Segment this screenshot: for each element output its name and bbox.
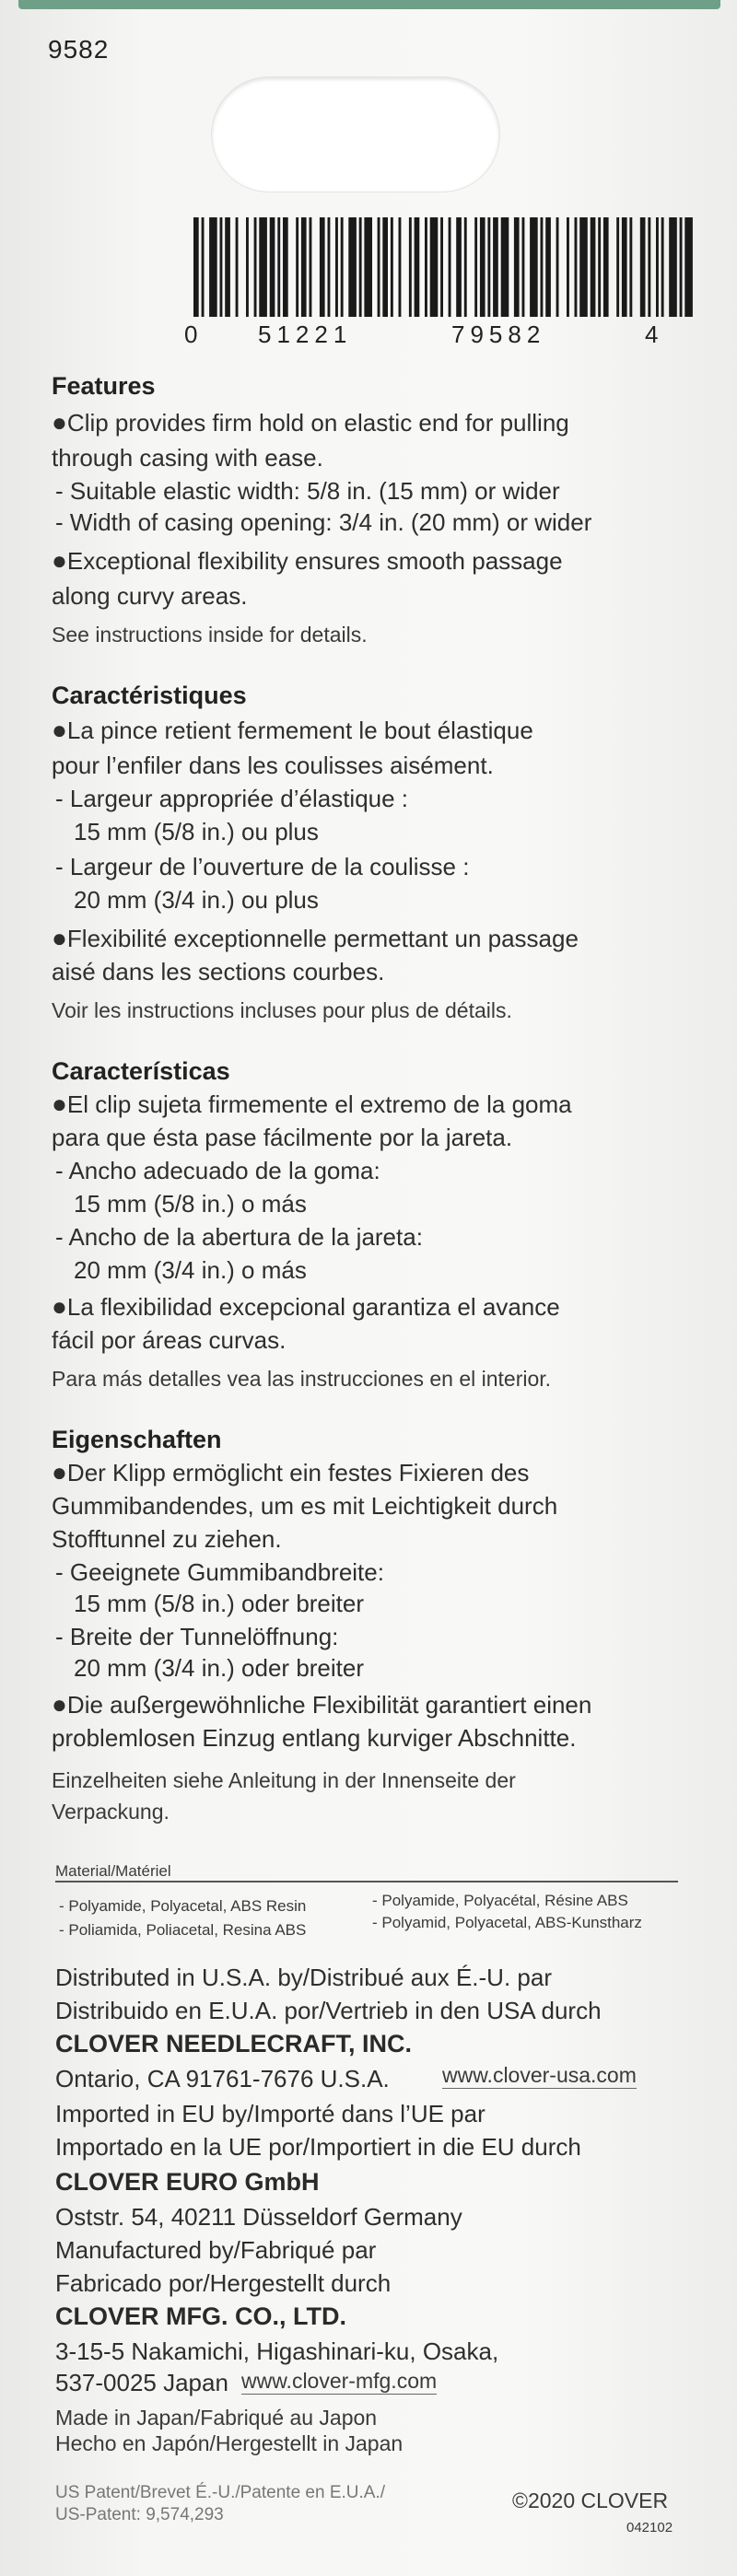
de-spec-1: - Geeignete Gummibandbreite: — [55, 1558, 384, 1586]
material-de: - Polyamid, Polyacetal, ABS-Kunstharz — [372, 1914, 642, 1931]
barcode-bar — [328, 217, 331, 317]
de-bullet-2-line2: problemlosen Einzug entlang kurviger Abschnitte. — [52, 1724, 577, 1752]
section-title-es: Características — [52, 1057, 230, 1085]
barcode-bar — [616, 217, 619, 317]
bullet-dot-icon: ● — [52, 408, 67, 437]
barcode-bar — [310, 217, 312, 317]
de-bullet-1-line2: Gummibandendes, um es mit Leichtigkeit durch — [52, 1492, 558, 1520]
barcode-bar — [501, 217, 509, 317]
de-bullet-2: ●Die außergewöhnliche Flexibilität garantiert einen — [52, 1690, 592, 1719]
barcode-bar — [440, 217, 443, 317]
barcode-bar — [487, 217, 490, 317]
de-spec-2: - Breite der Tunnelöffnung: — [55, 1623, 339, 1650]
imported-line-2: Importado en la UE por/Importiert in die EU durch — [55, 2133, 581, 2161]
barcode-bar — [399, 217, 402, 317]
barcode-bar — [335, 217, 338, 317]
material-es: - Poliamida, Poliacetal, Resina ABS — [59, 1921, 307, 1939]
barcode-bar — [669, 217, 677, 317]
en-bullet-1-line2: through casing with ease. — [52, 444, 323, 472]
barcode-bar — [661, 217, 664, 317]
address-us: Ontario, CA 91761-7676 U.S.A. — [55, 2065, 390, 2092]
barcode-bar — [259, 217, 267, 317]
material-fr: - Polyamide, Polyacétal, Résine ABS — [372, 1892, 628, 1909]
material-heading: Material/Matériel — [55, 1862, 171, 1880]
patent-line-2: US-Patent: 9,574,293 — [55, 2505, 224, 2524]
imported-line-1: Imported in EU by/Importé dans l’UE par — [55, 2100, 485, 2127]
fr-bullet-1: ●La pince retient fermement le bout élastique — [52, 716, 533, 744]
barcode-bar — [209, 217, 217, 317]
barcode-bar — [270, 217, 275, 317]
barcode-bar — [456, 217, 462, 317]
es-spec-2: - Ancho de la abertura de la jareta: — [55, 1223, 423, 1251]
es-spec-1: - Ancho adecuado de la goma: — [55, 1157, 380, 1184]
barcode-bar — [236, 217, 239, 317]
de-bullet-1-line3: Stofftunnel zu ziehen. — [52, 1525, 282, 1553]
es-bullet-1: ●El clip sujeta firmemente el extremo de la goma — [52, 1090, 572, 1118]
bullet-dot-icon: ● — [52, 546, 67, 575]
product-code: 9582 — [48, 35, 110, 64]
bullet-dot-icon: ● — [52, 716, 67, 744]
material-divider — [55, 1881, 678, 1882]
section-title-de: Eigenschaften — [52, 1426, 222, 1453]
print-code: 042102 — [626, 2520, 673, 2535]
barcode-bar — [193, 217, 199, 317]
en-note: See instructions inside for details. — [52, 623, 368, 647]
address-jp-line2: 537-0025 Japan — [55, 2369, 228, 2396]
barcode-bar — [541, 217, 544, 317]
fr-spec-1: - Largeur appropriée d’élastique : — [55, 785, 409, 812]
barcode-bar — [220, 217, 223, 317]
barcode-bar — [530, 217, 538, 317]
fr-bullet-1-line2: pour l’enfiler dans les coulisses aisément. — [52, 752, 494, 779]
company-us: CLOVER NEEDLECRAFT, INC. — [55, 2030, 413, 2057]
copyright: ©2020 CLOVER — [512, 2489, 669, 2512]
hang-hole — [212, 77, 499, 192]
section-title-fr: Caractéristiques — [52, 682, 247, 709]
barcode-digits-group2: 79582 — [451, 321, 546, 348]
distributed-line-2: Distribuido en E.U.A. por/Vertrieb in den USA durch — [55, 1997, 602, 2024]
barcode-bar — [575, 217, 578, 317]
barcode-bar — [603, 217, 609, 317]
barcode-bar — [320, 217, 325, 317]
barcode-bar — [522, 217, 525, 317]
barcode-bars — [184, 217, 700, 319]
barcode-bar — [629, 217, 632, 317]
barcode-bar — [382, 217, 388, 317]
barcode-bar — [684, 217, 693, 317]
en-spec-2: - Width of casing opening: 3/4 in. (20 mm) or wider — [55, 508, 592, 536]
barcode-bar — [425, 217, 427, 317]
bullet-dot-icon: ● — [52, 1292, 67, 1321]
barcode-digits-group1: 51221 — [258, 321, 353, 348]
de-note: Einzelheiten siehe Anleitung in der Innenseite der — [52, 1768, 516, 1792]
barcode-bar — [378, 217, 380, 317]
fr-spec-1-value: 15 mm (5/8 in.) ou plus — [74, 818, 319, 845]
barcode-bar — [622, 217, 627, 317]
barcode-bar — [225, 217, 230, 317]
top-color-band — [18, 0, 720, 9]
barcode-bar — [474, 217, 477, 317]
barcode-bar — [591, 217, 596, 317]
de-bullet-1: ●Der Klipp ermöglicht ein festes Fixieren des — [52, 1458, 530, 1486]
barcode-bar — [254, 217, 257, 317]
barcode-bar — [415, 217, 420, 317]
barcode-bar — [567, 217, 569, 317]
barcode-bar — [640, 217, 646, 317]
barcode-bar — [277, 217, 280, 317]
de-spec-2-value: 20 mm (3/4 in.) oder breiter — [74, 1654, 365, 1682]
manufactured-line-2: Fabricado por/Hergestellt durch — [55, 2269, 392, 2297]
bullet-dot-icon: ● — [52, 1690, 67, 1719]
barcode-bar — [579, 217, 588, 317]
barcode-bar — [283, 217, 288, 317]
barcode — [184, 217, 737, 348]
barcode-bar — [348, 217, 357, 317]
fr-note: Voir les instructions incluses pour plus de détails. — [52, 998, 512, 1022]
barcode-bar — [598, 217, 601, 317]
barcode-bar — [556, 217, 559, 317]
barcode-bar — [409, 217, 412, 317]
address-jp: 3-15-5 Nakamichi, Higashinari-ku, Osaka, — [55, 2337, 499, 2365]
fr-spec-2: - Largeur de l’ouverture de la coulisse : — [55, 853, 470, 880]
address-eu: Oststr. 54, 40211 Düsseldorf Germany — [55, 2203, 462, 2231]
barcode-bar — [449, 217, 451, 317]
barcode-bar — [680, 217, 683, 317]
de-spec-1-value: 15 mm (5/8 in.) oder breiter — [74, 1590, 365, 1617]
barcode-bar — [341, 217, 344, 317]
barcode-bar — [648, 217, 650, 317]
es-note: Para más detalles vea las instrucciones en el interior. — [52, 1367, 552, 1391]
barcode-bar — [301, 217, 307, 317]
barcode-bar — [296, 217, 298, 317]
section-en — [52, 372, 156, 401]
distributed-line-1: Distributed in U.S.A. by/Distribué aux É.-U. par — [55, 1964, 552, 1991]
en-bullet-1: ●Clip provides firm hold on elastic end for pulling — [52, 408, 569, 437]
barcode-bar — [391, 217, 393, 317]
made-in-line-1: Made in Japan/Fabriqué au Japon — [55, 2406, 378, 2430]
bullet-dot-icon: ● — [52, 1458, 67, 1486]
en-bullet-2-line2: along curvy areas. — [52, 582, 248, 610]
barcode-bar — [480, 217, 485, 317]
made-in-line-2: Hecho en Japón/Hergestellt in Japan — [55, 2431, 404, 2455]
manufactured-line-1: Manufactured by/Fabriqué par — [55, 2236, 377, 2264]
url-us[interactable]: www.clover-usa.com — [442, 2063, 637, 2087]
url-jp[interactable]: www.clover-mfg.com — [241, 2369, 438, 2393]
section-title: Features — [52, 372, 156, 400]
es-bullet-1-line2: para que ésta pase fácilmente por la jareta. — [52, 1124, 513, 1151]
es-spec-2-value: 20 mm (3/4 in.) o más — [74, 1256, 307, 1284]
barcode-digit-left: 0 — [184, 321, 204, 348]
bullet-dot-icon: ● — [52, 924, 67, 952]
barcode-bar — [656, 217, 659, 317]
barcode-bar — [246, 217, 249, 317]
barcode-digit-right: 4 — [645, 321, 664, 348]
barcode-bar — [464, 217, 467, 317]
company-eu: CLOVER EURO GmbH — [55, 2168, 320, 2196]
fr-bullet-2: ●Flexibilité exceptionnelle permettant un passage — [52, 924, 579, 952]
barcode-bar — [545, 217, 551, 317]
barcode-bar — [493, 217, 498, 317]
en-bullet-2: ●Exceptional flexibility ensures smooth passage — [52, 546, 563, 575]
barcode-bar — [202, 217, 205, 317]
patent-line-1: US Patent/Brevet É.-U./Patente en E.U.A./ — [55, 2483, 386, 2502]
es-spec-1-value: 15 mm (5/8 in.) o más — [74, 1190, 307, 1218]
de-note-line2: Verpackung. — [52, 1800, 170, 1824]
barcode-bar — [514, 217, 520, 317]
company-jp: CLOVER MFG. CO., LTD. — [55, 2302, 346, 2330]
bullet-dot-icon: ● — [52, 1090, 67, 1118]
en-spec-1: - Suitable elastic width: 5/8 in. (15 mm) or wider — [55, 477, 560, 505]
barcode-bar — [359, 217, 362, 317]
es-bullet-2: ●La flexibilidad excepcional garantiza el avance — [52, 1292, 560, 1321]
fr-bullet-2-line2: aisé dans les sections courbes. — [52, 958, 385, 985]
fr-spec-2-value: 20 mm (3/4 in.) ou plus — [74, 886, 319, 914]
barcode-bar — [364, 217, 372, 317]
es-bullet-2-line2: fácil por áreas curvas. — [52, 1326, 287, 1354]
barcode-bar — [430, 217, 439, 317]
material-en: - Polyamide, Polyacetal, ABS Resin — [59, 1897, 307, 1915]
